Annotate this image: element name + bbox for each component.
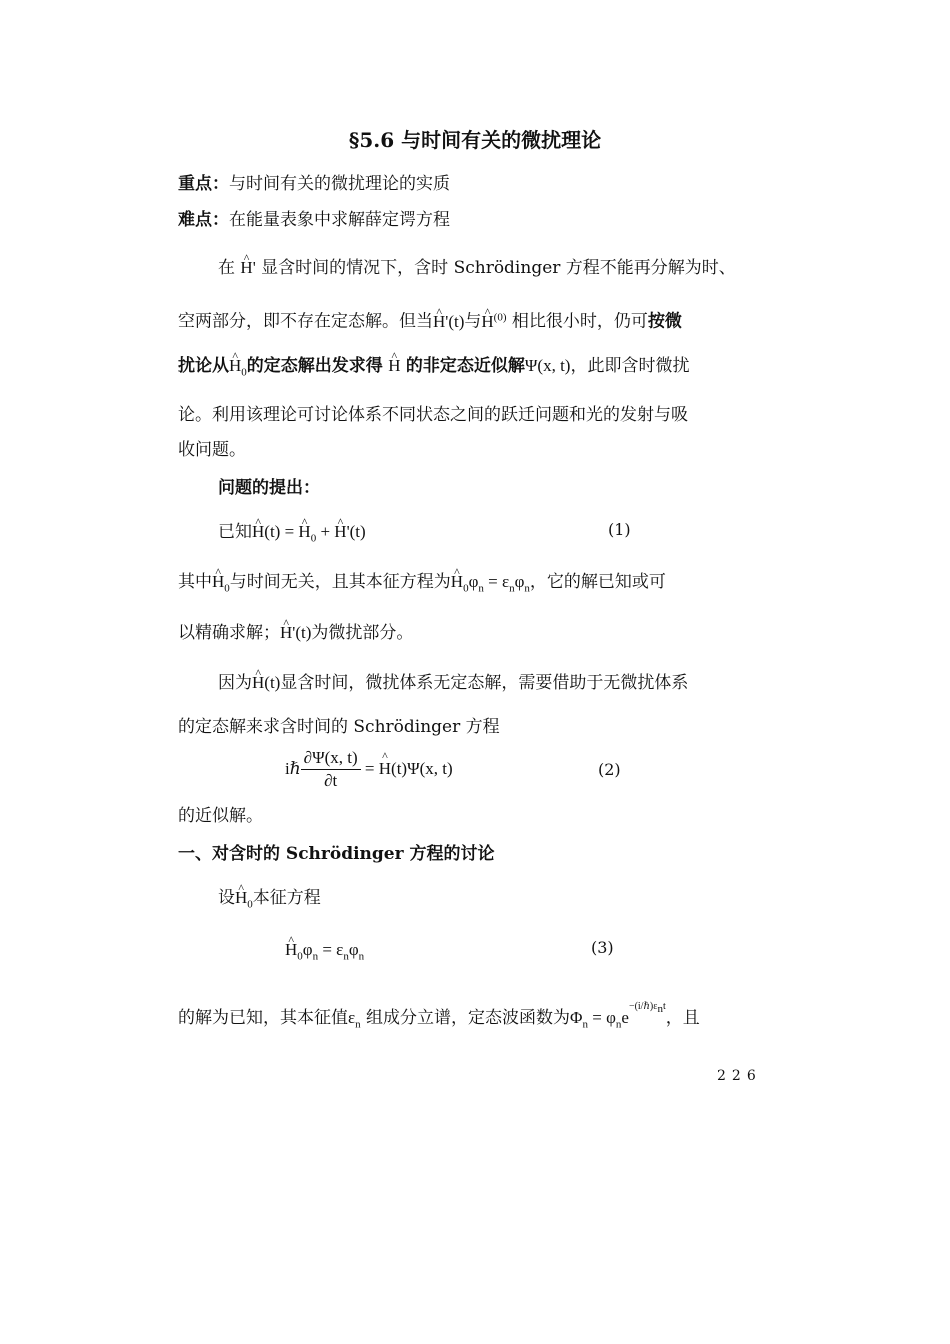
psi-symbol: Ψ(x, t) <box>524 356 571 375</box>
eq2-number: (2) <box>598 760 621 779</box>
intro-text: 在 <box>218 258 235 278</box>
perturbation-symbol: ^ H'(t) <box>433 312 464 331</box>
eigen-equation: ^ $H_0\varphi_n = \varepsilon_n\varphi_n$ <box>451 572 530 591</box>
last-line-text: ，且 <box>665 1008 700 1028</box>
because-line-1 <box>218 671 688 695</box>
unperturbed-hamiltonian-symbol: ^ $H^{(0)}$ <box>481 312 506 331</box>
h0-symbol: ^ $H_0$ <box>235 888 253 907</box>
h-symbol: ^ H <box>388 356 400 375</box>
intro-line-1 <box>218 256 736 280</box>
eq1-prefix: 已知 <box>218 522 252 542</box>
eq1-number: (1) <box>608 520 631 539</box>
because-text: 显含时间，微扰体系无定态解，需要借助于无微扰体系 <box>280 673 689 693</box>
intro-text: 与 <box>464 311 482 332</box>
after-eq1-line-2 <box>178 621 413 645</box>
epsilon-n-symbol: $\varepsilon_n$ <box>348 1008 361 1031</box>
intro-text: 显含时间的情况下，含时 Schrödinger 方程不能再分解为时、 <box>261 258 736 278</box>
intro-bold-text: 的定态解出发求得 <box>246 356 383 376</box>
equation-2: iℏ $\frac{\partial\Psi(x, t)}{\partial t}$ = ^ H(t)Ψ(x, t) <box>285 748 453 791</box>
problem-heading: 问题的提出： <box>218 478 320 498</box>
after-eq1-text: ，它的解已知或可 <box>529 572 666 592</box>
difficulty-text: 在能量表象中求解薛定谔方程 <box>229 210 450 230</box>
intro-text: 相比很小时，仍可 <box>511 311 648 332</box>
stationary-wavefunction: $\Phi_n = \varphi_ne^{-(i/\hbar)\varepsilon_nt}$ <box>570 1001 666 1031</box>
intro-line-4: 论。利用该理论可讨论体系不同状态之间的跃迁问题和光的发射与吸 <box>178 405 688 425</box>
intro-line-2 <box>178 305 682 334</box>
equation-1 <box>218 520 366 550</box>
key-point-label: 重点： <box>178 174 229 194</box>
after-eq2: 的近似解。 <box>178 806 263 826</box>
section-1-heading: 一、对含时的 Schrödinger 方程的讨论 <box>178 844 495 864</box>
because-text: 因为 <box>218 673 252 693</box>
last-line-text: 组成分立谱，定态波函数为 <box>366 1008 571 1028</box>
intro-text: ，此即含时微扰 <box>570 356 690 376</box>
eq3-number: (3) <box>591 938 614 957</box>
h-of-t-symbol: ^ H(t) <box>252 673 280 692</box>
set-h0-text: 设 <box>218 888 235 908</box>
intro-line-5: 收问题。 <box>178 440 246 460</box>
after-eq1-text: 为微扰部分。 <box>311 623 414 643</box>
set-h0-text: 本征方程 <box>252 888 321 908</box>
difficulty-label: 难点： <box>178 210 229 230</box>
after-eq1-line-1 <box>178 570 666 600</box>
h0-symbol: ^ $H_0$ <box>229 356 247 375</box>
key-point-text: 与时间有关的微扰理论的实质 <box>229 174 450 194</box>
after-eq1-text: 以精确求解； <box>178 623 280 643</box>
intro-text: 空两部分，即不存在定态解。但当 <box>178 311 433 332</box>
hamiltonian-perturbation-symbol: ^ H' <box>240 258 255 277</box>
set-h0-line <box>218 886 321 916</box>
difficulty-line <box>178 208 450 232</box>
last-line-text: 的解为已知，其本征值 <box>178 1008 348 1028</box>
page-number: 226 <box>717 1068 762 1084</box>
equation-3: ^ $H_0\varphi_n = \varepsilon_n\varphi_n$ <box>285 938 364 968</box>
key-point-line <box>178 172 450 196</box>
intro-bold-text: 扰论从 <box>178 356 229 376</box>
perturbation-symbol: ^ H'(t) <box>280 623 311 642</box>
intro-bold-text: 的非定态近似解 <box>405 356 525 376</box>
last-line <box>178 995 700 1036</box>
intro-bold-text: 按微 <box>647 311 682 332</box>
page-title: §5.6 与时间有关的微扰理论 <box>348 128 602 152</box>
after-eq1-text: 与时间无关，且其本征方程为 <box>229 572 451 592</box>
after-eq1-text: 其中 <box>178 572 212 592</box>
intro-line-3 <box>178 354 689 384</box>
because-line-2: 的定态解来求含时间的 Schrödinger 方程 <box>178 717 500 737</box>
eq1-formula: ^ H(t) = ^ $H_0$ + ^ H'(t) <box>252 522 366 541</box>
h0-symbol: ^ $H_0$ <box>212 572 230 591</box>
